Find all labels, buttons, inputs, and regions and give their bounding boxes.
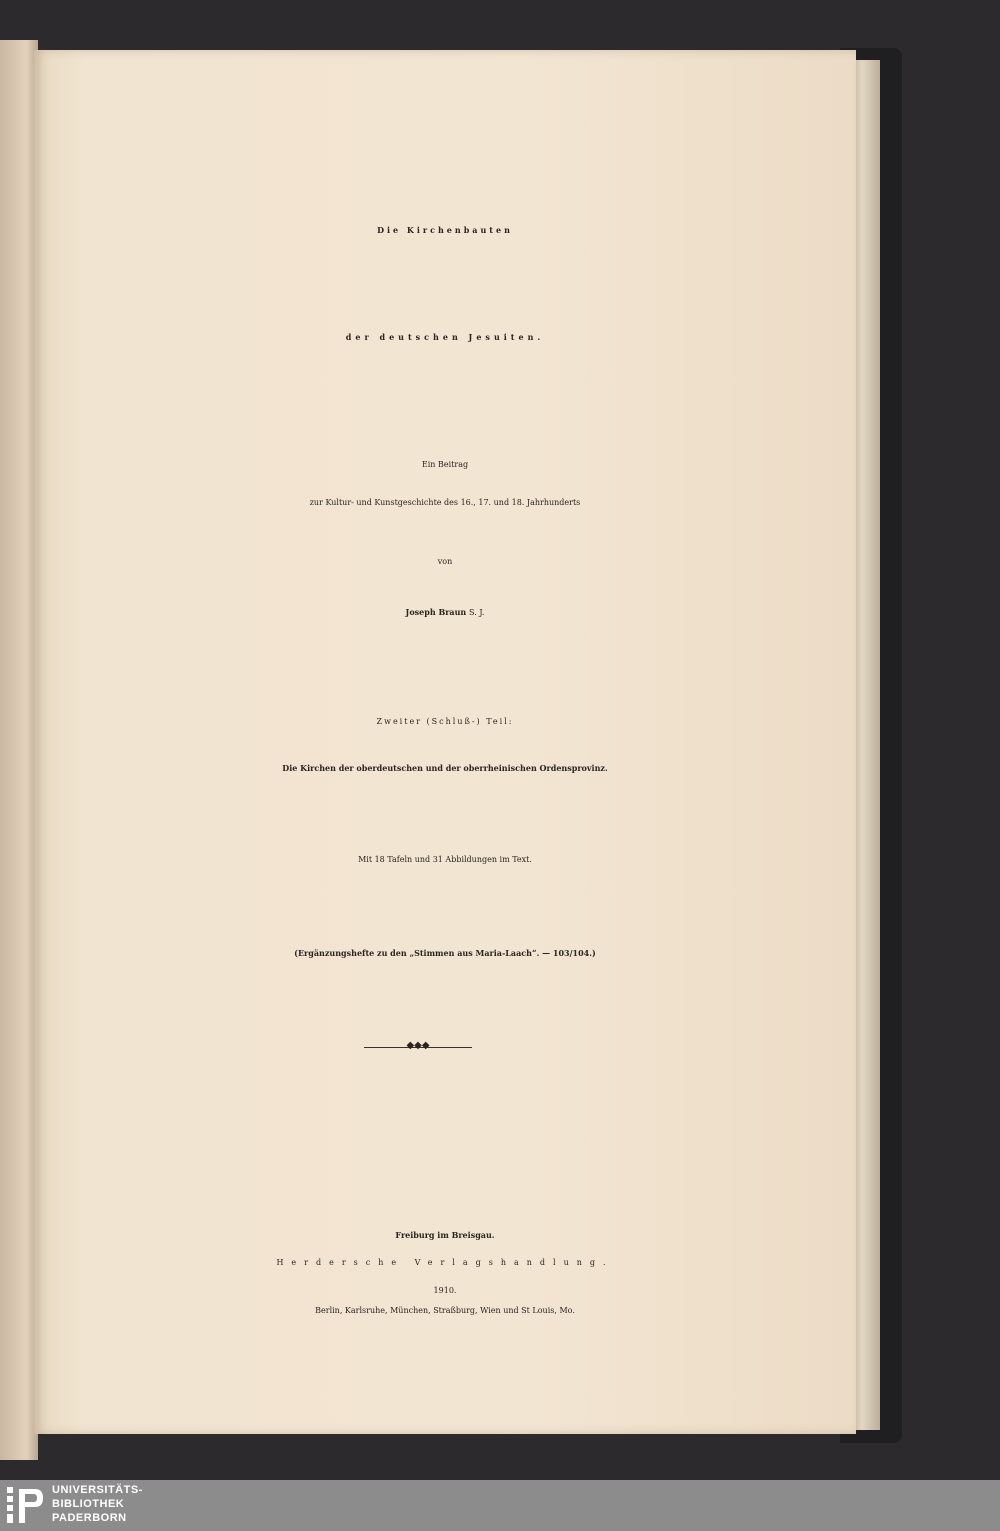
part-description: Die Kirchen der oberdeutschen und der oberrheinischen Ordensprovinz. <box>282 763 608 773</box>
publication-year: 1910. <box>433 1286 457 1295</box>
library-name <box>52 1483 143 1525</box>
title-line-2: der deutschen Jesuiten. <box>345 332 545 342</box>
library-name-line-3: PADERBORN <box>52 1512 127 1524</box>
publisher-cities: Berlin, Karlsruhe, München, Straßburg, Wien und St Louis, Mo. <box>315 1306 575 1315</box>
facing-page-edge <box>0 40 38 1460</box>
part-label: Zweiter (Schluß-) Teil: <box>376 717 514 726</box>
ornament-divider <box>364 1040 472 1051</box>
publisher: Herdersche Verlagshandlung. <box>276 1258 614 1267</box>
author-suffix: S. J. <box>469 608 485 617</box>
subtitle-line-2: zur Kultur- und Kunstgeschichte des 16., 17. und 18. Jahrhunderts <box>309 498 581 507</box>
title-page <box>34 50 856 1434</box>
author <box>34 607 856 617</box>
series-note: (Ergänzungshefte zu den „Stimmen aus Maria-Laach“. — 103/104.) <box>294 948 596 958</box>
library-name-line-1: UNIVERSITÄTS- <box>52 1484 143 1496</box>
author-name: Joseph Braun <box>405 607 467 617</box>
plates-note: Mit 18 Tafeln und 31 Abbildungen im Text. <box>358 855 532 864</box>
library-footer <box>0 1480 1000 1531</box>
publication-city: Freiburg im Breisgau. <box>395 1230 495 1240</box>
library-logo-icon <box>5 1485 45 1525</box>
library-name-line-2: BIBLIOTHEK <box>52 1498 125 1510</box>
title-line-1: Die Kirchenbauten <box>377 225 513 235</box>
subtitle-line-1: Ein Beitrag <box>421 460 469 469</box>
ornament-diamonds-icon: ◆◆◆ <box>406 1040 430 1051</box>
by-label: von <box>437 557 453 566</box>
